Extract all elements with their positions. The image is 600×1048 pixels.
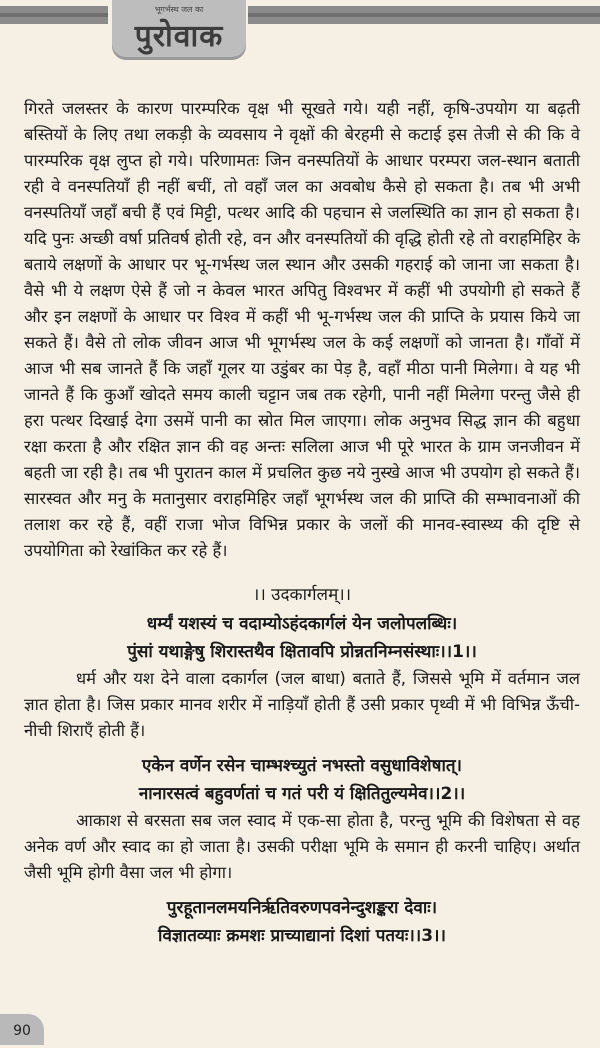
page-body bbox=[24, 96, 580, 950]
header-rule-right bbox=[248, 6, 600, 24]
paragraph-verse-1-meaning: धर्म और यश देने वाला दकार्गल (जल बाधा) बताते हैं, जिससे भूमि में वर्तमान जल ज्ञात होता है। जिस प्रकार मानव शरीर में नाड़ियाँ होती हैं उसी प्रकार पृथ्वी में भी विभिन्न ऊँची-नीची शिराएँ होती हैं। bbox=[24, 669, 580, 740]
verse-3-line-2: विज्ञातव्याः क्रमशः प्राच्याद्यानां दिशां पतयः।।3।। bbox=[158, 926, 446, 946]
chapter-badge bbox=[112, 0, 246, 60]
verse-2-line-2: नानारसत्वं बहुवर्णतां च गतं परी यं क्षितितुल्यमेव।।2।। bbox=[138, 784, 466, 804]
paragraph-intro: गिरते जलस्तर के कारण पारम्परिक वृक्ष भी सूखते गये। यही नहीं, कृषि-उपयोग या बढ़ती बस्तियों के लिए तथा लकड़ी के व्यवसाय ने वृक्षों की बेरहमी से कटाई इस तेजी से की कि वे पारम्परिक वृक्ष लुप्त हो गये। परिणामतः जिन वनस्पतियों के आधार परम्परा जल-स्थान बताती रही वे वनस्पतियाँ ही नहीं बचीं, तो वहाँ जल का अवबोध कैसे हो सकता है। तब भी अभी वनस्पतियाँ जहाँ बची हैं एवं मिट्टी, पत्थर आदि की पहचान से जलस्थिति का ज्ञान हो सकता है। यदि पुनः अच्छी वर्षा प्रतिवर्ष होती रहे, वन और वनस्पतियों की वृद्धि होती रहे तो वराहमिहिर के बताये लक्षणों के आधार पर भू-गर्भस्थ जल स्थान और उसकी गहराई को जाना जा सकता है। वैसे भी ये लक्षण ऐसे हैं जो न केवल भारत अपितु विश्वभर में कहीं भी उपयोगी हो सकते हैं और इन लक्षणों के आधार पर विश्व में कहीं भी भू-गर्भस्थ जल की प्राप्ति के प्रयास किये जा सकते हैं। वैसे तो लोक जीवन आज भी भूगर्भस्थ जल के कई लक्षणों को जानता है। गाँवों में आज भी सब जानते हैं कि जहाँ गूलर या उडुंबर का पेड़ है, वहाँ मीठा पानी मिलेगा। वे यह भी जानते हैं कि कुआँ खोदते समय काली चट्टान जब तक रहेगी, पानी नहीं मिलेगा परन्तु जैसे ही हरा पत्थर दिखाई देगा उसमें पानी का स्रोत मिल जाएगा। लोक अनुभव सिद्ध ज्ञान की बहुधा रक्षा करता है और रक्षित ज्ञान की वह अन्तः सलिला आज भी पूरे भारत के ग्राम जनजीवन में बहती जा रही है। तब भी पुरातन काल में प्रचलित कुछ नये नुस्खे आज भी उपयोग हो सकते हैं। सारस्वत और मनु के मतानुसार वराहमिहिर जहाँ भूगर्भस्थ जल की प्राप्ति की सम्भावनाओं की तलाश कर रहे हैं, वहीं राजा भोज विभिन्न प्रकार के जलों की मानव-स्वास्थ्य की दृष्टि से उपयोगिता को रेखांकित कर रहे हैं। bbox=[24, 99, 580, 560]
verse-2-line-1: एकेन वर्णेन रसेन चाम्भश्च्युतं नभस्तो वसुधाविशेषात्। bbox=[142, 756, 462, 776]
verse-3-line-1: पुरहूतानलमयनिर्ऋतिवरुणपवनेन्दुशङ्करा देवाः। bbox=[166, 898, 438, 918]
chapter-kicker: भूगर्भस्थ जल का bbox=[154, 5, 204, 14]
page-number: 90 bbox=[0, 1014, 44, 1045]
verse-1-line-1: धर्म्यं यशस्यं च वदाम्योऽहंदकार्गलं येन जलोपलब्धिः। bbox=[146, 614, 458, 634]
header-rule-left bbox=[0, 6, 108, 24]
section-heading: ।। उदकार्गलम्।। bbox=[252, 585, 352, 605]
paragraph-verse-2-meaning: आकाश से बरसता सब जल स्वाद में एक-सा होता है, परन्तु भूमि की विशेषता से वह अनेक वर्ण और स्वाद का हो जाता है। उसकी परीक्षा भूमि के समान ही करनी चाहिए। अर्थात जैसी भूमि होगी वैसा जल भी होगा। bbox=[24, 811, 580, 882]
chapter-title: पुरोवाक bbox=[134, 19, 224, 54]
verse-1-line-2: पुंसां यथाङ्गेषु शिरास्तथैव क्षितावपि प्रोन्नतनिम्नसंस्थाः।।1।। bbox=[127, 642, 477, 662]
page-header bbox=[0, 0, 600, 70]
